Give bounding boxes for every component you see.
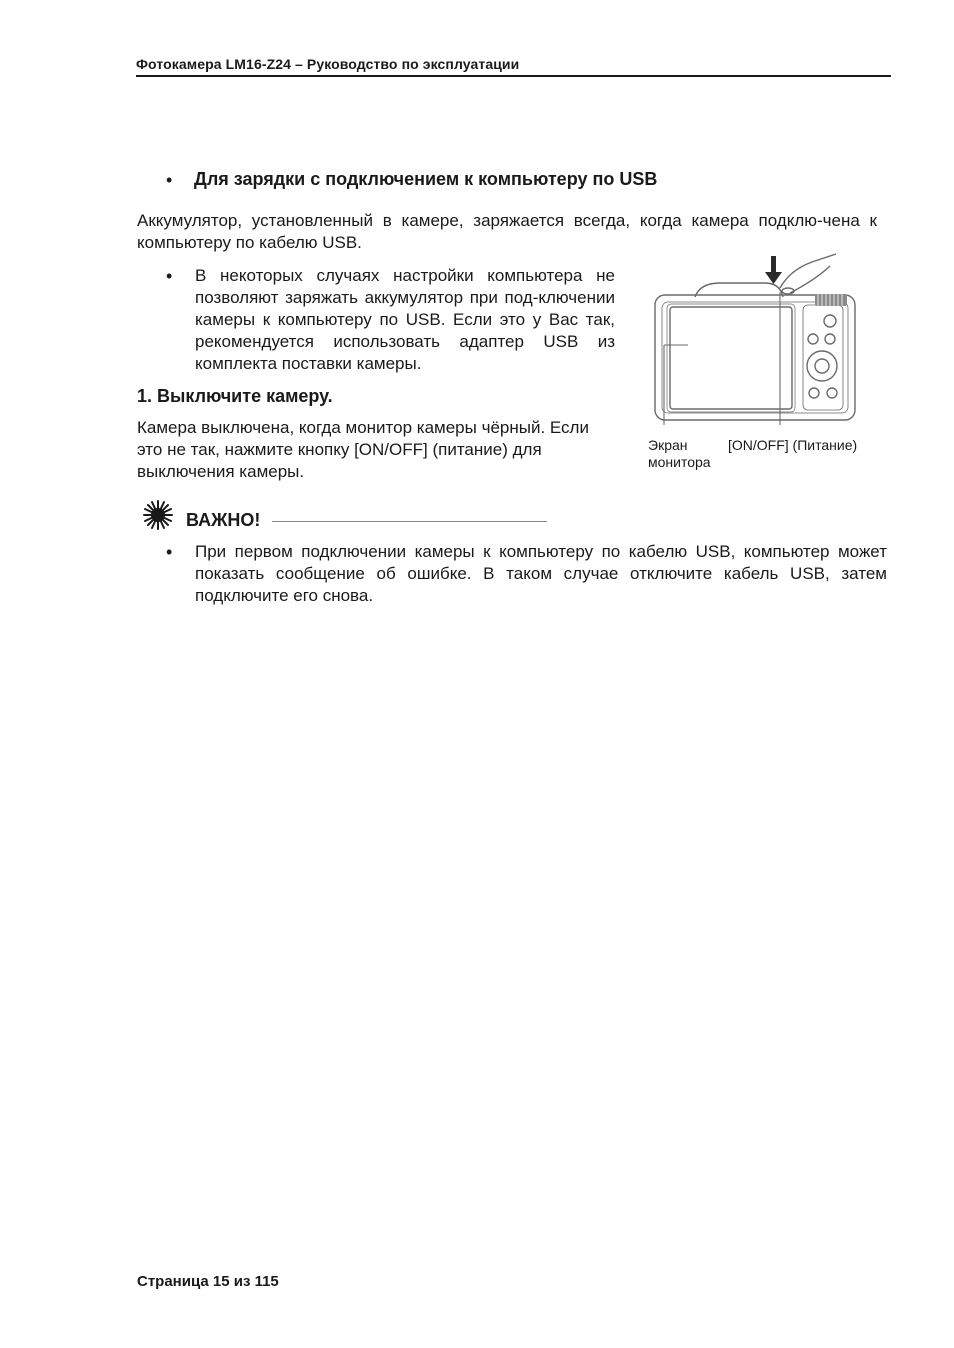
step-paragraph: Камера выключена, когда монитор камеры чёрный. Если это не так, нажмите кнопку [ON/OFF] (питание) для выключения камеры. [137,418,589,481]
important-label: ВАЖНО! [186,510,261,530]
note-bullet: • [166,266,173,286]
press-arrow-icon [765,256,782,284]
button-icon [824,315,836,327]
page-header-title: Фотокамера LM16-Z24 – Руководство по эксплуатации [136,56,520,72]
monitor-screen-outline [670,307,792,409]
camera-body-outline [655,295,855,420]
header-divider [136,75,891,77]
caption-power-button: [ON/OFF] (Питание) [728,437,858,453]
important-divider [272,521,547,522]
important-bullet: • [166,542,173,562]
camera-illustration [640,250,880,425]
caption-monitor-line2: монитора [648,454,711,470]
page-number: Страница 15 из 115 [137,1273,279,1290]
finger-icon [780,254,836,293]
control-ring-icon [807,351,837,381]
intro-paragraph: Аккумулятор, установленный в камере, заряжается всегда, когда камера подклю-чена к компьютеру по кабелю USB. [137,211,877,252]
power-button-icon [782,288,794,294]
step-title: 1. Выключите камеру. [137,386,333,406]
important-paragraph: При первом подключении камеры к компьютеру по кабелю USB, компьютер может показать сообщение об ошибке. В таком случае отключите кабель USB, затем подключите его снова. [195,542,887,605]
note-paragraph: В некоторых случаях настройки компьютера не позволяют заряжать аккумулятор при под-ключении камеры к компьютеру по USB. Если это у Вас так, рекомендуется использовать адаптер USB из комплекта поставки камеры. [195,266,615,373]
caption-monitor-line1: Экран [648,437,688,453]
section-title: Для зарядки с подключением к компьютеру по USB [194,169,658,189]
important-star-icon [140,498,184,532]
section-bullet: • [166,170,173,190]
